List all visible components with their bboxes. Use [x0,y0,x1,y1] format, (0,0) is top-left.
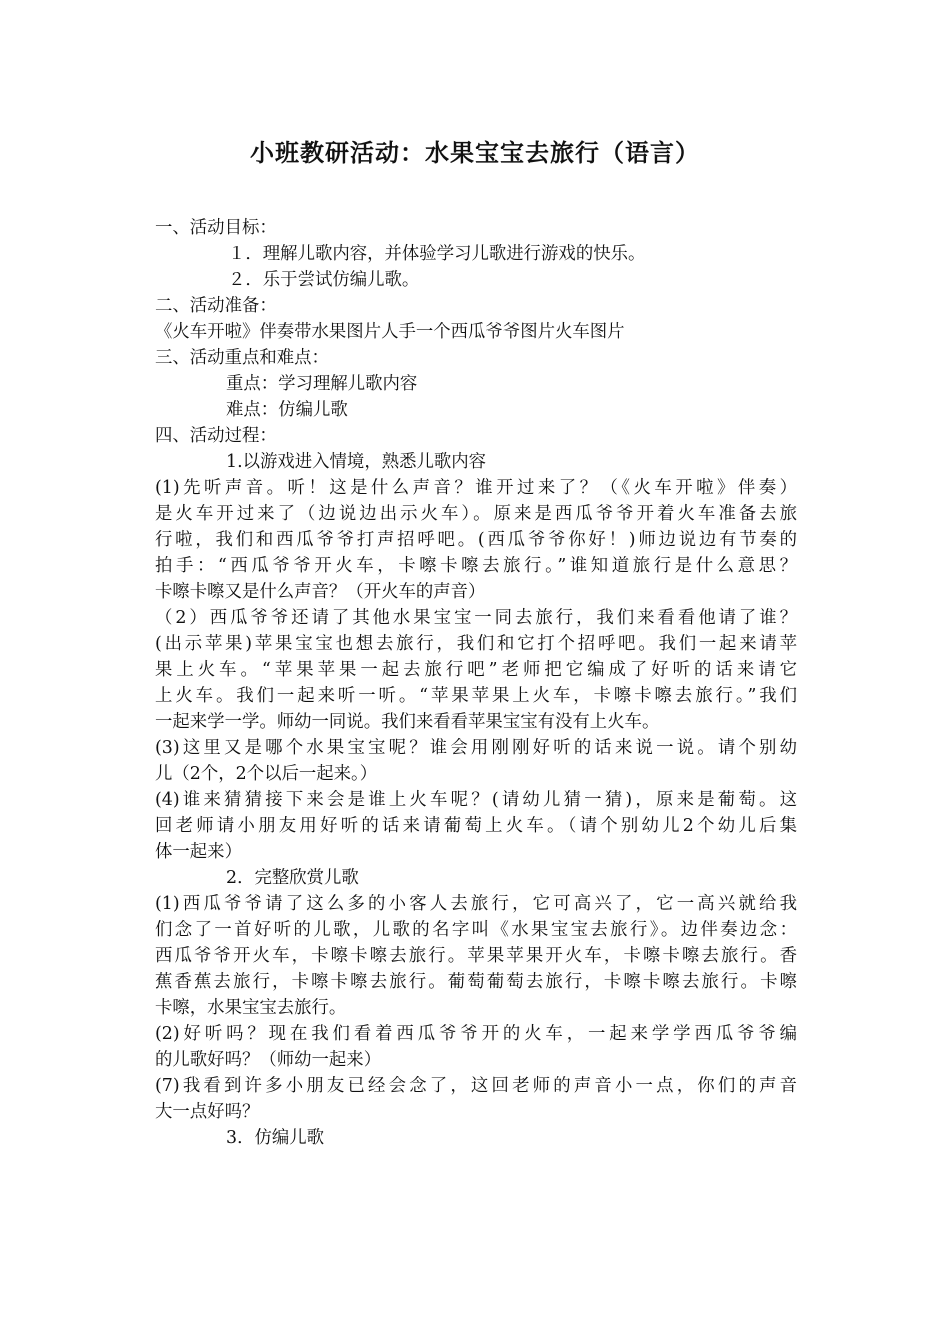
section-heading-keypoints: 三、活动重点和难点： [155,348,329,368]
keypoint-difficulty: 难点：仿编儿歌 [226,400,348,420]
paragraph-line: 卡嚓，水果宝宝去旅行。 [155,998,347,1018]
paragraph-line: 大一点好吗？ [155,1102,260,1122]
paragraph-line: (3)这里又是哪个水果宝宝呢？谁会用刚刚好听的话来说一说。请个别幼 [155,738,797,758]
paragraph-line: 们念了一首好听的儿歌，儿歌的名字叫《水果宝宝去旅行》。边伴奏边念： [155,920,797,940]
paragraph-line: 的儿歌好吗？（师幼一起来） [155,1050,382,1070]
paragraph-line: (2)好听吗？现在我们看着西瓜爷爷开的火车，一起来学学西瓜爷爷编 [155,1024,797,1044]
paragraph-line: 西瓜爷爷开火车，卡嚓卡嚓去旅行。苹果苹果开火车，卡嚓卡嚓去旅行。香 [155,946,797,966]
paragraph-line: 上火车。我们一起来听一听。“苹果苹果上火车，卡嚓卡嚓去旅行。”我们 [155,686,797,706]
paragraph-line: (4)谁来猜猜接下来会是谁上火车呢？(请幼儿猜一猜)，原来是葡萄。这 [155,790,797,810]
objective-item-1: １．理解儿歌内容，并体验学习儿歌进行游戏的快乐。 [228,244,646,264]
paragraph-line: 卡嚓卡嚓又是什么声音？（开火车的声音） [155,582,486,602]
preparation-text: 《火车开啦》伴奏带水果图片人手一个西瓜爷爷图片火车图片 [155,322,625,342]
document-title: 小班教研活动：水果宝宝去旅行（语言） [250,139,700,167]
paragraph-line: 是火车开过来了（边说边出示火车）。原来是西瓜爷爷开着火车准备去旅 [155,504,797,524]
section-heading-preparation: 二、活动准备： [155,296,277,316]
paragraph-line: 体一起来） [155,842,242,862]
paragraph-line: 儿（2个，2个以后一起来。） [155,764,378,784]
paragraph-line: (1)先听声音。听！这是什么声音？谁开过来了？（《火车开啦》伴奏） [155,478,797,498]
paragraph-line: （2）西瓜爷爷还请了其他水果宝宝一同去旅行，我们来看看他请了谁？ [155,608,797,628]
paragraph-line: 果上火车。“苹果苹果一起去旅行吧”老师把它编成了好听的话来请它 [155,660,797,680]
paragraph-line: 行啦，我们和西瓜爷爷打声招呼吧。(西瓜爷爷你好！)师边说边有节奏的 [155,530,797,550]
process-step-3-heading: 3．仿编儿歌 [226,1128,325,1148]
process-step-2-heading: 2．完整欣赏儿歌 [226,868,359,888]
keypoint-focus: 重点：学习理解儿歌内容 [226,374,418,394]
paragraph-line: 一起来学一学。师幼一同说。我们来看看苹果宝宝有没有上火车。 [155,712,660,732]
paragraph-line: 回老师请小朋友用好听的话来请葡萄上火车。（请个别幼儿2个幼儿后集 [155,816,797,836]
process-step-1-heading: 1.以游戏进入情境，熟悉儿歌内容 [226,452,487,472]
section-heading-objectives: 一、活动目标： [155,218,277,238]
paragraph-line: 蕉香蕉去旅行，卡嚓卡嚓去旅行。葡萄葡萄去旅行，卡嚓卡嚓去旅行。卡嚓 [155,972,797,992]
paragraph-line: (1)西瓜爷爷请了这么多的小客人去旅行，它可高兴了，它一高兴就给我 [155,894,797,914]
objective-item-2: ２．乐于尝试仿编儿歌。 [228,270,420,290]
paragraph-line: 拍手：“西瓜爷爷开火车，卡嚓卡嚓去旅行。”谁知道旅行是什么意思？ [155,556,797,576]
paragraph-line: (出示苹果)苹果宝宝也想去旅行，我们和它打个招呼吧。我们一起来请苹 [155,634,797,654]
paragraph-line: (7)我看到许多小朋友已经会念了，这回老师的声音小一点，你们的声音 [155,1076,797,1096]
section-heading-process: 四、活动过程： [155,426,277,446]
